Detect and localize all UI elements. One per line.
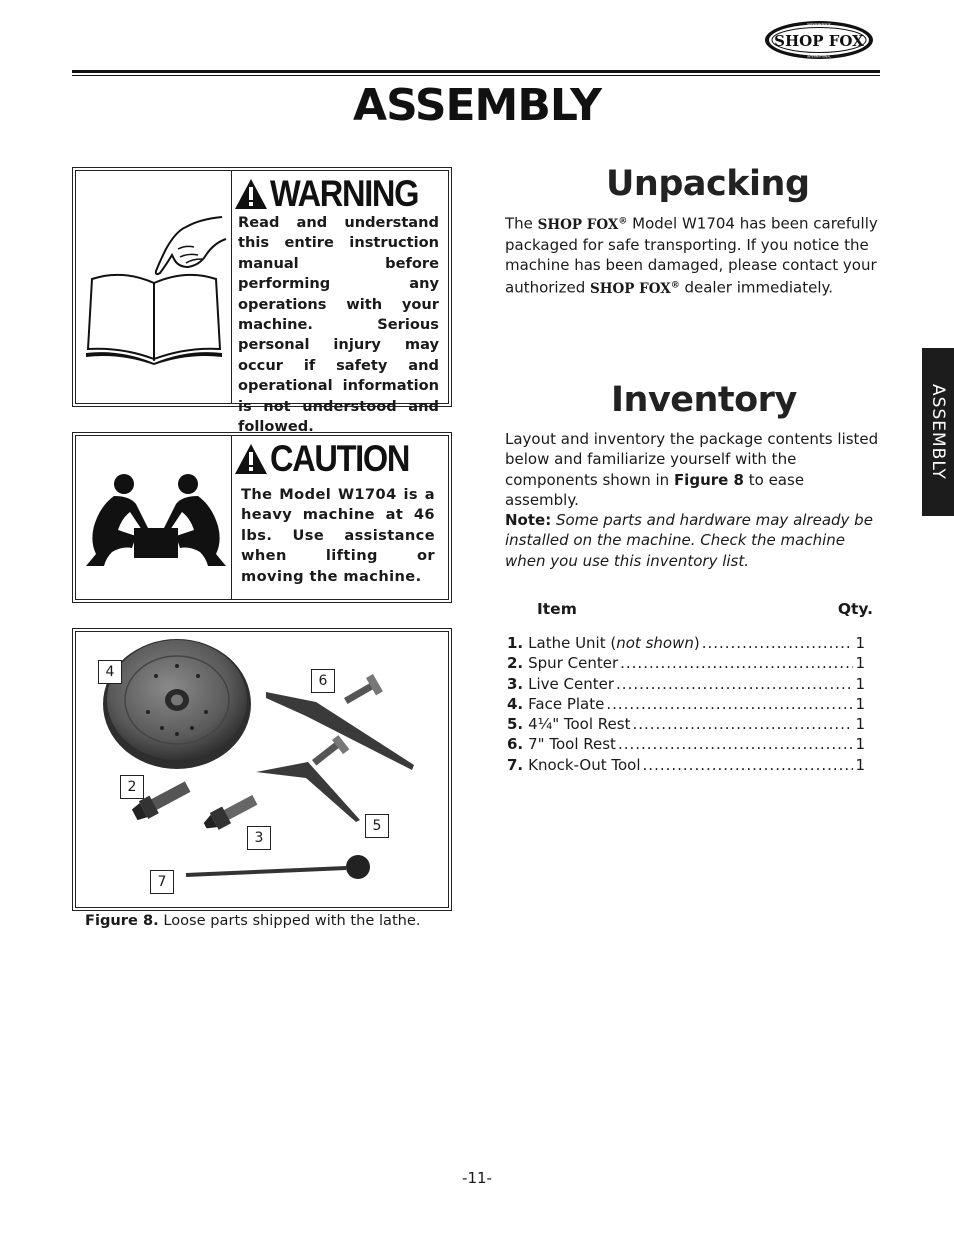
inventory-table-header [537, 600, 873, 618]
warning-header [234, 173, 438, 215]
figure-reference: Figure 8 [673, 470, 744, 489]
side-tab-label: ASSEMBLY [928, 384, 948, 480]
inventory-paragraph [505, 429, 881, 510]
item-name: Knock-Out Tool [528, 755, 641, 774]
unpacking-text-1: The [505, 214, 538, 233]
page-title: ASSEMBLY [353, 80, 601, 131]
callout-3: 3 [247, 826, 271, 850]
header-rule [72, 70, 880, 73]
item-number: 7. [507, 755, 524, 774]
reg-mark: ® [618, 216, 628, 226]
dot-leader [618, 734, 854, 754]
caution-heading: CAUTION [270, 438, 410, 479]
warning-text: Read and understand this entire instruction manual before performing any operations with your machine. Serious personal injury may occur if safety and operational information is not understood and followed. [238, 214, 439, 436]
item-qty: 1 [855, 755, 865, 774]
two-person-lift-icon [84, 472, 228, 572]
callout-5: 5 [365, 814, 389, 838]
inventory-item [507, 734, 865, 754]
item-qty: 1 [855, 715, 865, 734]
header-rule-thin [72, 75, 880, 76]
warning-triangle-icon [234, 178, 268, 210]
callout-6: 6 [311, 669, 335, 693]
qty-column-header: Qty. [837, 600, 873, 618]
item-qty: 1 [855, 654, 865, 673]
reg-mark-2: ® [670, 280, 680, 291]
caution-text: The Model W1704 is a heavy machine at 46 lbs. Use assistance when lifting or moving the machine. [241, 486, 435, 585]
item-name: Face Plate [528, 694, 605, 713]
inventory-item [507, 633, 865, 653]
item-name-end: ) [693, 634, 700, 652]
inventory-text-1: Layout and inventory the package contents listed below and familiarize yourself with the components shown in [505, 430, 879, 489]
caution-divider [231, 436, 232, 599]
caution-box [75, 435, 449, 600]
logo-arc-top: WOODSTOCK [807, 22, 831, 27]
logo-arc-bottom: INTERNATIONAL [806, 54, 832, 59]
item-qty: 1 [855, 674, 865, 693]
unpacking-text-3: dealer immediately. [679, 278, 834, 297]
item-number: 4. [507, 694, 524, 713]
warning-divider [231, 171, 232, 403]
note-text: Some parts and hardware may already be installed on the machine. Check the machine when you use this inventory list. [505, 511, 873, 570]
logo-text: SHOP FOX [774, 32, 864, 50]
item-number: 6. [507, 735, 524, 754]
dot-leader [632, 714, 853, 734]
knock-out-tool [186, 868, 346, 875]
unpacking-text-2: Model W1704 has been carefully packaged for safe transporting. If you notice the machine has been damaged, please contact your authorized [505, 214, 878, 297]
figure-caption [85, 912, 421, 929]
item-qty: 1 [855, 735, 865, 754]
page-number: -11- [462, 1169, 492, 1187]
tool-rest-7-in [266, 692, 414, 770]
brand-text-2: SHOP FOX [590, 280, 671, 297]
inventory-item [507, 755, 865, 775]
caution-triangle-icon [234, 443, 268, 475]
item-name: Spur Center [528, 654, 619, 673]
dot-leader [702, 633, 854, 653]
item-number: 2. [507, 654, 524, 673]
inventory-item [507, 674, 865, 694]
item-qty: 1 [855, 694, 865, 713]
shop-fox-logo [764, 20, 874, 60]
caution-header [234, 438, 428, 480]
dot-leader [616, 674, 853, 694]
item-name [528, 633, 700, 653]
unpacking-paragraph [505, 211, 881, 299]
inventory-item [507, 653, 865, 673]
note-label: Note: [505, 511, 552, 529]
figure-caption-text: Loose parts shipped with the lathe. [158, 912, 421, 929]
dot-leader [606, 694, 853, 714]
callout-7: 7 [150, 870, 174, 894]
warning-box [75, 170, 449, 436]
item-name: Live Center [528, 674, 615, 693]
inventory-item [507, 714, 865, 734]
item-number: 5. [507, 715, 524, 734]
callout-2: 2 [120, 775, 144, 799]
note-paragraph [505, 510, 881, 571]
section-side-tab [922, 348, 954, 516]
inventory-list [507, 633, 865, 775]
brand-name-2 [590, 281, 680, 297]
item-name-text: Lathe Unit ( [528, 634, 617, 652]
figure-8-box [75, 631, 449, 908]
item-number: 3. [507, 674, 524, 693]
item-number: 1. [507, 634, 524, 652]
tool-rest-4-in [256, 762, 360, 822]
warning-heading: WARNING [270, 173, 419, 214]
inventory-text-2: to ease assembly. [505, 470, 805, 509]
item-column-header: Item [537, 600, 577, 618]
dot-leader [620, 653, 853, 673]
brand-text: SHOP FOX [537, 216, 619, 233]
inventory-heading: Inventory [611, 380, 797, 420]
unpacking-heading: Unpacking [606, 164, 810, 204]
loose-parts-photo [76, 632, 448, 907]
inventory-item [507, 694, 865, 714]
figure-caption-label: Figure 8. [85, 912, 159, 929]
item-qty: 1 [855, 634, 865, 652]
brand-name [538, 217, 628, 233]
item-name-italic: not shown [616, 634, 694, 652]
dot-leader [643, 755, 854, 775]
item-name: 4¹⁄₄" Tool Rest [528, 715, 631, 734]
open-book-hand-icon [82, 209, 230, 365]
callout-4: 4 [98, 660, 122, 684]
item-name: 7" Tool Rest [528, 735, 616, 754]
